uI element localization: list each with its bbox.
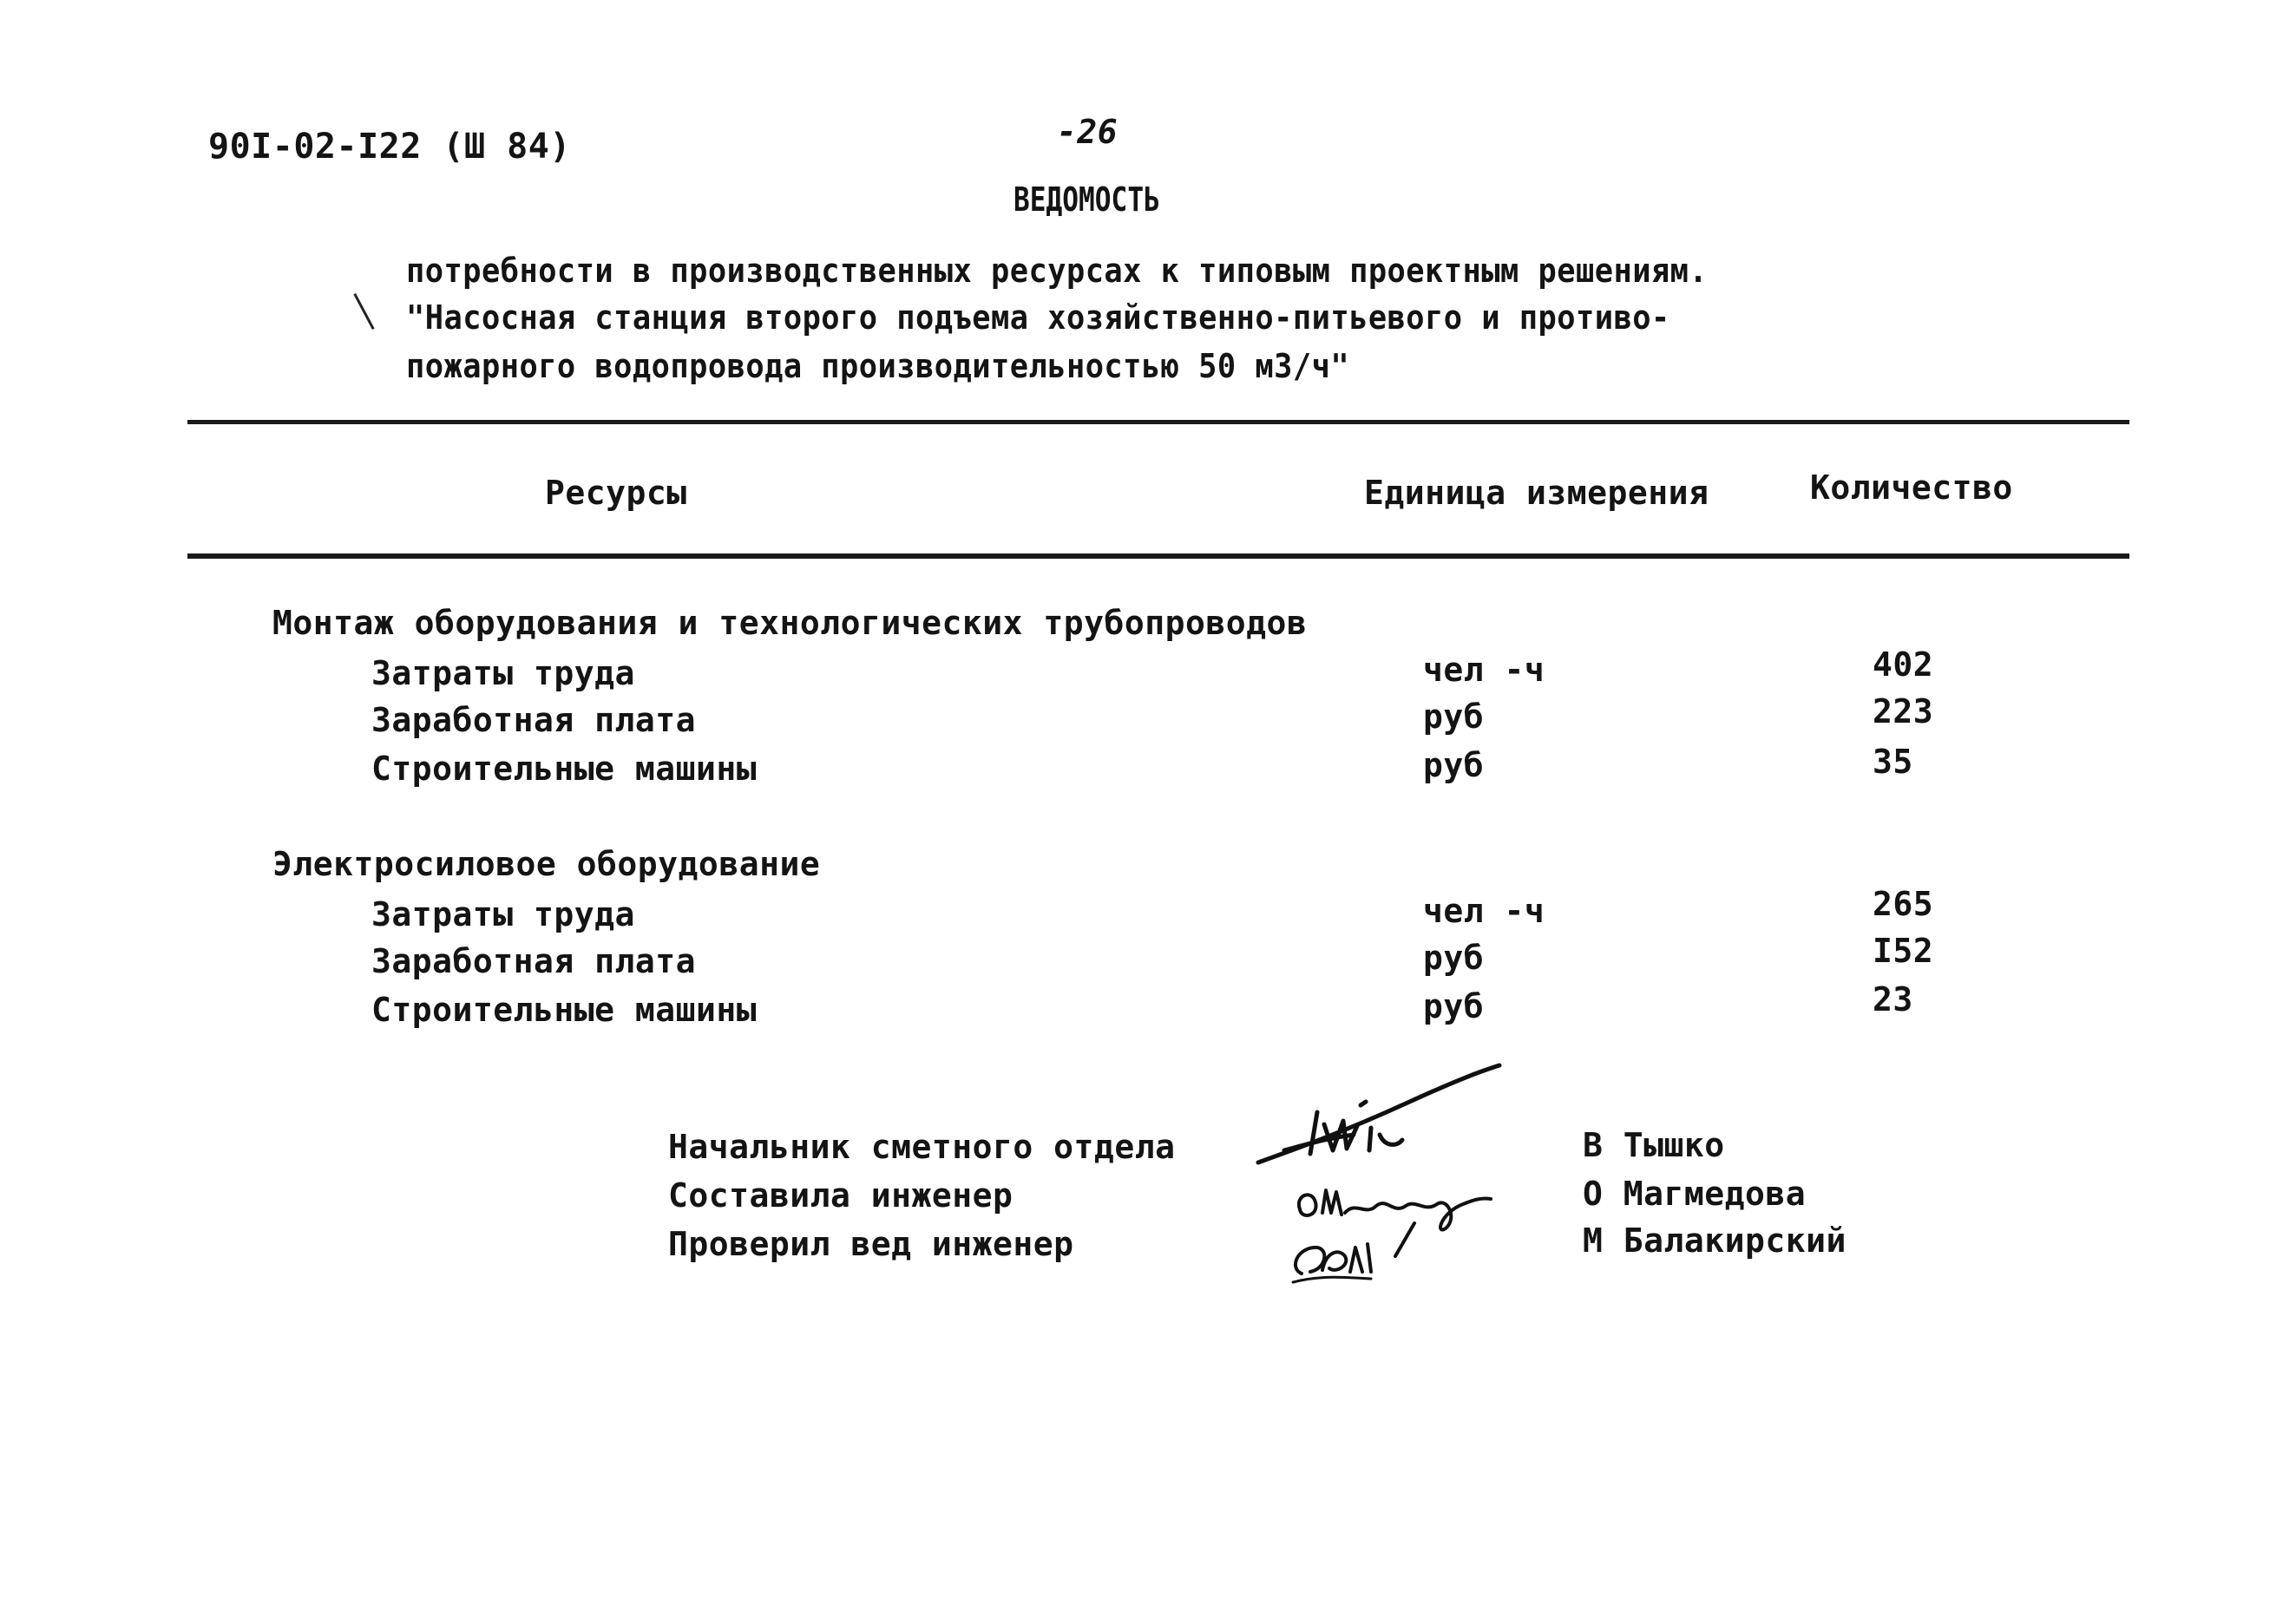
table-row-quantity: 265: [1873, 885, 1934, 923]
table-row-unit: чел -ч: [1423, 651, 1545, 689]
table-row-label: Затраты труда: [371, 654, 635, 692]
signature-role: Проверил вед инженер: [668, 1225, 1074, 1263]
document-title: ВЕДОМОСТЬ: [1014, 180, 1160, 219]
signature-name: М Балакирский: [1583, 1221, 1847, 1260]
table-row-quantity: 223: [1873, 692, 1934, 730]
handwritten-signature-3: [1284, 1218, 1449, 1287]
table-row-quantity: 23: [1873, 980, 1913, 1018]
table-row-quantity: 35: [1873, 743, 1913, 781]
table-row-label: Строительные машины: [371, 750, 758, 788]
signature-role: Составила инженер: [668, 1176, 1014, 1215]
column-header-resources: Ресурсы: [545, 474, 687, 512]
table-row-unit: руб: [1423, 697, 1485, 736]
section-title: Монтаж оборудования и технологических трубопроводов: [272, 604, 1308, 642]
signature-name: О Магмедова: [1583, 1175, 1807, 1213]
table-row-label: Заработная плата: [371, 701, 697, 739]
subtitle-line-1: потребности в производственных ресурсах к типовым проектным решениям.: [406, 252, 1709, 290]
table-row-unit: руб: [1423, 987, 1485, 1025]
page-number: -26: [1057, 113, 1118, 151]
table-row-label: Заработная плата: [371, 942, 697, 980]
table-top-rule: [187, 420, 2129, 424]
margin-mark: [353, 293, 374, 330]
table-row-unit: руб: [1423, 939, 1485, 977]
table-row-quantity: 402: [1873, 645, 1934, 684]
column-header-unit: Единица измерения: [1364, 474, 1709, 512]
table-header-rule: [187, 553, 2129, 559]
signature-name: В Тышко: [1583, 1126, 1725, 1164]
section-title: Электросиловое оборудование: [272, 845, 821, 883]
handwritten-signature-1: [1250, 1060, 1510, 1173]
table-row-label: Затраты труда: [371, 895, 635, 933]
table-row-quantity: I52: [1873, 932, 1934, 970]
signature-role: Начальник сметного отдела: [668, 1128, 1176, 1166]
table-row-label: Строительные машины: [371, 991, 758, 1029]
subtitle-line-2: "Насосная станция второго подъема хозяйственно-питьевого и противо-: [406, 298, 1670, 337]
subtitle-line-3: пожарного водопровода производительностью 50 м3/ч": [406, 347, 1350, 385]
document-code: 90I-02-I22 (Ш 84): [208, 127, 571, 167]
table-row-unit: чел -ч: [1423, 892, 1545, 930]
table-row-unit: руб: [1423, 746, 1485, 784]
column-header-quantity: Количество: [1810, 468, 2013, 507]
